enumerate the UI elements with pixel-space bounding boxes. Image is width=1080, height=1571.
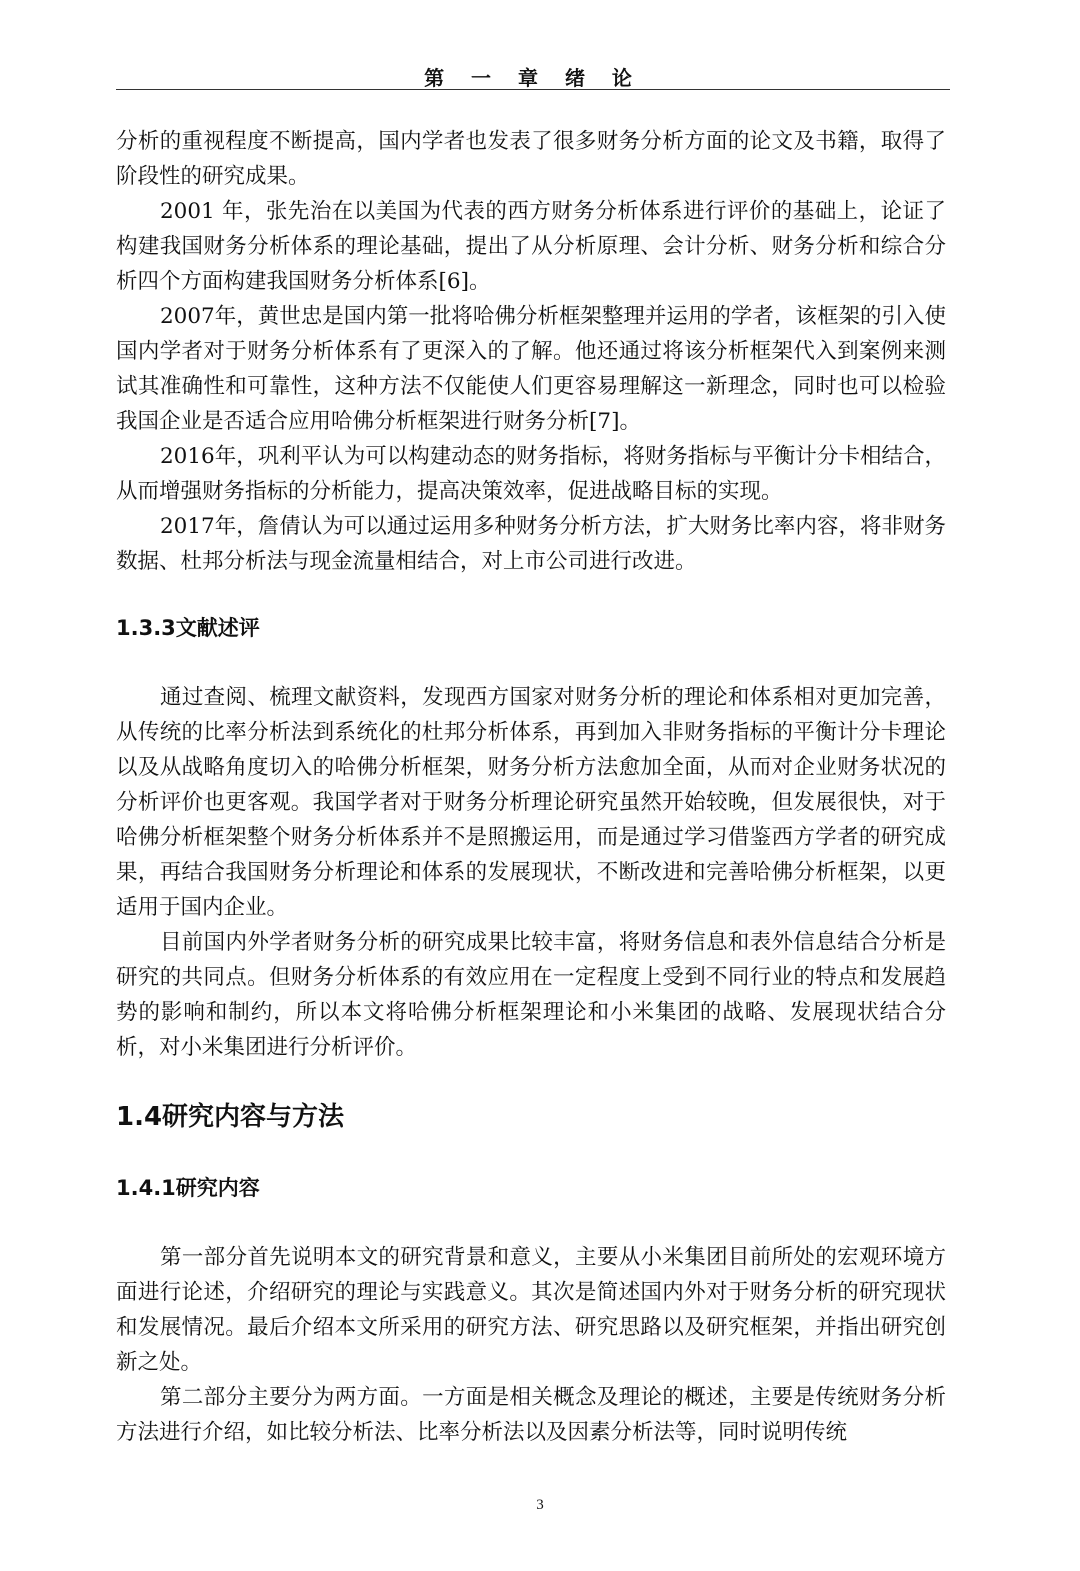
paragraph: 2001 年，张先治在以美国为代表的西方财务分析体系进行评价的基础上，论证了构建我国财务分析体系的理论基础，提出了从分析原理、会计分析、财务分析和综合分析四个方面构建我国财务分析体系[6]。 <box>116 199 946 294</box>
page-number: 3 <box>536 1497 544 1513</box>
section-heading-1-3-3: 1.3.3文献述评 <box>116 616 260 640</box>
paragraph: 2007年，黄世忠是国内第一批将哈佛分析框架整理并运用的学者，该框架的引入使国内学者对于财务分析体系有了更深入的了解。他还通过将该分析框架代入到案例来测试其准确性和可靠性，这种方法不仅能使人们更容易理解这一新理念，同时也可以检验我国企业是否适合应用哈佛分析框架进行财务分析[7]。 <box>116 304 946 434</box>
running-header: 第 一 章 绪 论 <box>424 66 642 90</box>
header-rule <box>116 89 950 90</box>
paragraph: 分析的重视程度不断提高，国内学者也发表了很多财务分析方面的论文及书籍，取得了阶段性的研究成果。 <box>116 129 946 189</box>
paragraph: 目前国内外学者财务分析的研究成果比较丰富，将财务信息和表外信息结合分析是研究的共同点。但财务分析体系的有效应用在一定程度上受到不同行业的特点和发展趋势的影响和制约，所以本文将哈佛分析框架理论和小米集团的战略、发展现状结合分析，对小米集团进行分析评价。 <box>116 930 946 1060</box>
paragraph: 2017年，詹倩认为可以通过运用多种财务分析方法，扩大财务比率内容，将非财务数据、杜邦分析法与现金流量相结合，对上市公司进行改进。 <box>116 514 946 574</box>
paragraph: 第一部分首先说明本文的研究背景和意义，主要从小米集团目前所处的宏观环境方面进行论述，介绍研究的理论与实践意义。其次是简述国内外对于财务分析的研究现状和发展情况。最后介绍本文所采用的研究方法、研究思路以及研究框架，并指出研究创新之处。 <box>116 1245 946 1375</box>
page-body <box>116 124 946 1450</box>
section-heading-1-4: 1.4研究内容与方法 <box>116 1102 345 1132</box>
paragraph: 通过查阅、梳理文献资料，发现西方国家对财务分析的理论和体系相对更加完善，从传统的比率分析法到系统化的杜邦分析体系，再到加入非财务指标的平衡计分卡理论以及从战略角度切入的哈佛分析框架，财务分析方法愈加全面，从而对企业财务状况的分析评价也更客观。我国学者对于财务分析理论研究虽然开始较晚，但发展很快，对于哈佛分析框架整个财务分析体系并不是照搬运用，而是通过学习借鉴西方学者的研究成果，再结合我国财务分析理论和体系的发展现状，不断改进和完善哈佛分析框架，以更适用于国内企业。 <box>116 685 946 920</box>
paragraph: 2016年，巩利平认为可以构建动态的财务指标，将财务指标与平衡计分卡相结合，从而增强财务指标的分析能力，提高决策效率，促进战略目标的实现。 <box>116 444 946 504</box>
section-heading-1-4-1: 1.4.1研究内容 <box>116 1176 260 1200</box>
paragraph: 第二部分主要分为两方面。一方面是相关概念及理论的概述，主要是传统财务分析方法进行介绍，如比较分析法、比率分析法以及因素分析法等，同时说明传统 <box>116 1385 946 1445</box>
